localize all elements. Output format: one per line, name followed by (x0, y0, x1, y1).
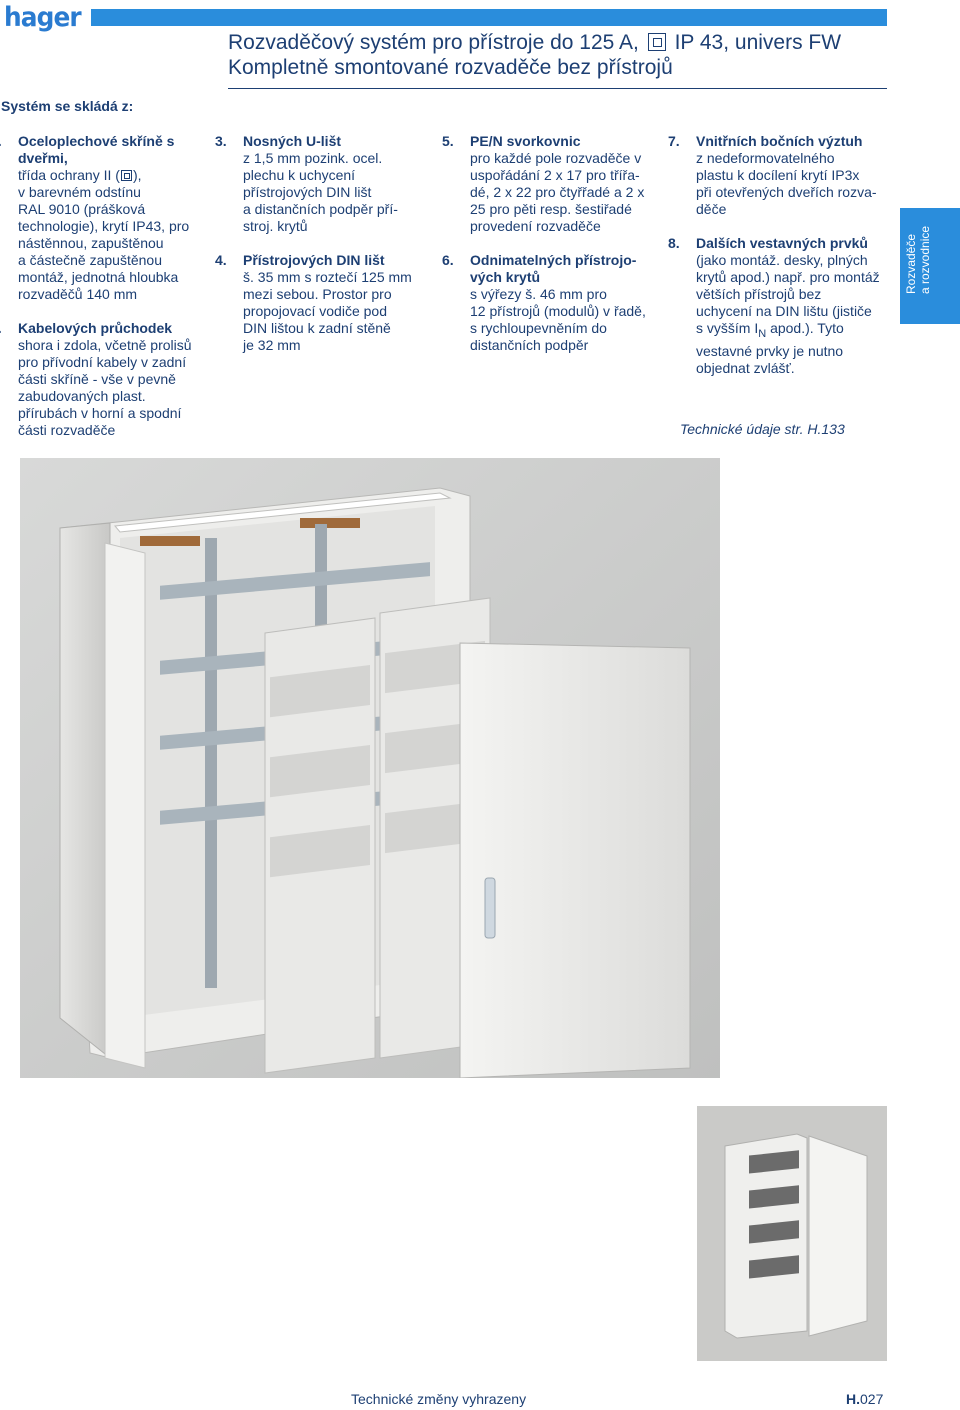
body-line: z 1,5 mm pozink. ocel. (243, 150, 383, 166)
list-item-7 (668, 133, 896, 218)
body-line: větších přístrojů bez (696, 286, 822, 302)
side-tab-line-1: Rozvaděče (904, 233, 918, 294)
item-heading (668, 235, 896, 252)
list-item-5 (442, 133, 670, 235)
body-line: montáž, jednotná hloubka (18, 269, 179, 285)
body-line: mezi sebou. Prostor pro (243, 286, 392, 302)
technical-data-reference: Technické údaje str. H.133 (680, 421, 845, 437)
list-item-6 (442, 252, 670, 354)
section-subtitle: Systém se skládá z: (1, 98, 134, 114)
item-body (696, 252, 896, 377)
body-text: ), (132, 167, 142, 183)
item-number (4, 320, 18, 337)
body-line: části skříně - vše v pevně (18, 371, 176, 387)
page-digits: 027 (860, 1391, 884, 1407)
header-accent-bar (91, 9, 887, 26)
body-line: v barevném odstínu (18, 184, 141, 200)
item-body (18, 337, 218, 439)
body-line: vestavné prvky je nutno (696, 342, 844, 359)
body-line: plechu k uchycení (243, 167, 356, 183)
body-line: technologie), krytí IP43, pro (18, 218, 190, 234)
list-item-8 (668, 235, 896, 377)
body-line: z nedeformovatelného (696, 150, 835, 166)
body-line: 25 pro pěti resp. šestiřadé (470, 201, 632, 217)
item-body (470, 286, 670, 354)
body-line: dé, 2 x 22 pro čtyřřadé a 2 x (470, 184, 645, 200)
list-item-4 (215, 252, 443, 354)
item-heading (442, 133, 670, 150)
subscript-text: N (758, 327, 767, 340)
item-heading (18, 320, 218, 337)
item-heading (215, 252, 443, 269)
side-tab-text (904, 204, 932, 294)
item-number: 7. (668, 133, 680, 149)
body-line: stroj. krytů (243, 218, 308, 234)
body-line: krytů apod.) např. pro montáž (696, 269, 880, 285)
side-tab-line-2: a rozvodnice (918, 225, 932, 294)
body-line: DIN lištou k zadní stěně (243, 320, 391, 336)
body-line: nástěnnou, zapuštěnou (18, 235, 164, 251)
item-number: 4. (215, 252, 227, 268)
item-heading (18, 133, 218, 167)
item-body (18, 167, 218, 303)
body-line: 12 přístrojů (modulů) v řadě, (470, 303, 646, 319)
page-prefix: H. (846, 1391, 860, 1407)
item-number: 6. (442, 252, 454, 268)
item-heading (668, 133, 896, 150)
item-number: 5. (442, 133, 454, 149)
body-line: s výřezy š. 46 mm pro (470, 286, 607, 302)
body-text: s vyšším I (696, 320, 759, 336)
title-line-2: Kompletně smontované rozvaděče bez přístrojů (228, 56, 673, 79)
column-3 (442, 133, 670, 371)
column-4 (668, 133, 896, 394)
list-item-3 (215, 133, 443, 235)
heading-line: Přístrojových DIN lišt (243, 252, 385, 268)
body-line: provedení rozvaděče (470, 218, 601, 234)
title-part-1: Rozvaděčový systém pro přístroje do 125 A, (228, 31, 639, 54)
enclosure-illustration (20, 458, 720, 1078)
heading-line: Nosných U-lišt (243, 133, 342, 149)
body-line: uchycení na DIN lištu (jističe (696, 303, 872, 319)
body-line: při otevřených dveřích rozva- (696, 184, 877, 200)
body-line: distančních podpěr (470, 337, 589, 353)
double-insulation-square-icon (121, 170, 132, 181)
heading-line: Kabelových průchodek (18, 320, 173, 336)
title-part-2: IP 43, univers FW (674, 31, 842, 54)
body-line: š. 35 mm s roztečí 125 mm (243, 269, 412, 285)
body-line: propojovací vodiče pod (243, 303, 387, 319)
heading-line: dveřmi, (18, 150, 68, 166)
section-side-tab (900, 208, 960, 324)
body-line: plastu k docílení krytí IP3x (696, 167, 860, 183)
heading-line: PE/N svorkovnic (470, 133, 581, 149)
hager-logo: hager (4, 2, 81, 33)
body-line: pro každé pole rozvaděče v (470, 150, 642, 166)
body-line: zabudovaných plast. (18, 388, 146, 404)
item-body (470, 150, 670, 235)
body-line: a částečně zapuštěnou (18, 252, 162, 268)
body-line: rozvaděčů 140 mm (18, 286, 138, 302)
body-line: přírubách v horní a spodní (18, 405, 182, 421)
heading-line: Vnitřních bočních výztuh (696, 133, 863, 149)
body-line: s rychloupevněním do (470, 320, 607, 336)
page-title (228, 30, 841, 80)
body-line: a distančních podpěr pří- (243, 201, 398, 217)
item-number: 8. (668, 235, 680, 251)
list-item-1 (18, 133, 218, 303)
item-body (696, 150, 896, 218)
body-line (18, 167, 218, 184)
body-text: třída ochrany II ( (18, 167, 120, 183)
body-line: pro přívodní kabely v zadní (18, 354, 187, 370)
body-line: uspořádání 2 x 17 pro třířa- (470, 167, 640, 183)
heading-line: Oceloplechové skříně s (18, 133, 175, 149)
enclosure-small-illustration (697, 1106, 887, 1361)
item-heading (215, 133, 443, 150)
column-1 (18, 133, 218, 456)
item-number: 3. (215, 133, 227, 149)
body-line (696, 320, 896, 343)
column-2 (215, 133, 443, 371)
header-divider (228, 88, 887, 89)
item-heading (442, 252, 670, 286)
item-body (243, 150, 443, 235)
body-line: přístrojových DIN lišt (243, 184, 372, 200)
body-text: apod.). Tyto (766, 320, 844, 336)
page-number (846, 1391, 883, 1407)
body-line: části rozvaděče (18, 422, 116, 438)
heading-line: Odnimatelných přístrojo- (470, 252, 637, 268)
body-line: je 32 mm (243, 337, 301, 353)
body-line: (jako montáž. desky, plných (696, 252, 868, 268)
product-photo-main (20, 458, 720, 1078)
body-line: shora i zdola, včetně prolisů (18, 337, 192, 353)
heading-line: Dalších vestavných prvků (696, 235, 868, 251)
item-number (4, 133, 18, 150)
body-line: objednat zvlášť. (696, 359, 795, 376)
product-photo-small (697, 1106, 887, 1361)
item-body (243, 269, 443, 354)
body-line: děče (696, 201, 727, 217)
double-insulation-square-icon (648, 33, 666, 51)
body-line: RAL 9010 (prášková (18, 201, 146, 217)
list-item-2 (18, 320, 218, 439)
footer-note: Technické změny vyhrazeny (351, 1391, 527, 1407)
heading-line: vých krytů (470, 269, 541, 285)
title-line-1 (228, 30, 841, 55)
